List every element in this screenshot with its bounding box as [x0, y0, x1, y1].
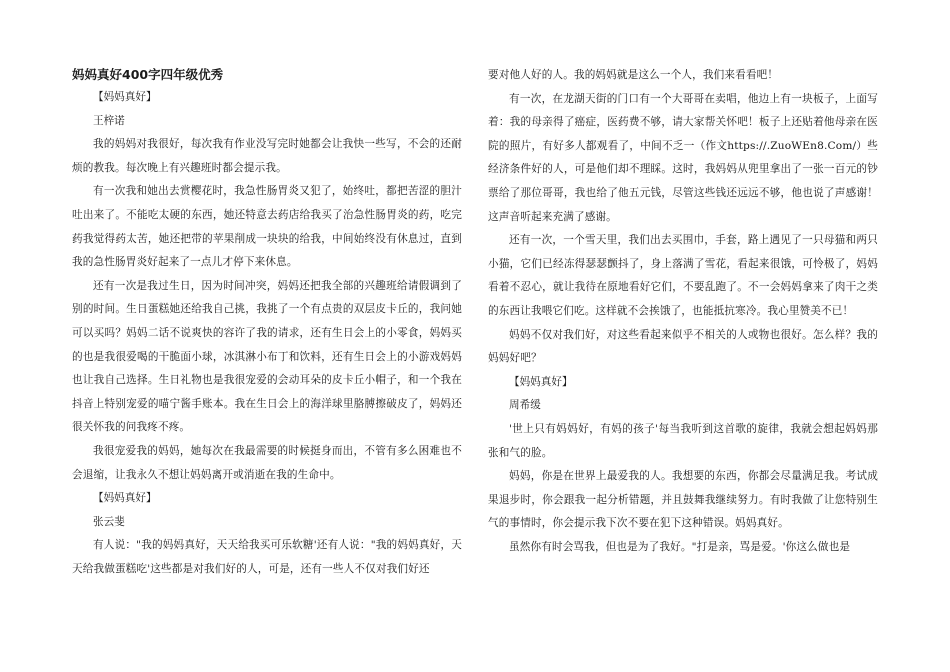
paragraph: 还有一次，一个雪天里，我们出去买围巾，手套，路上遇见了一只母猫和两只小猫，它们已经冻得瑟瑟颤抖了，身上落满了雪花，看起来很饿，可怜极了，妈妈看着不忍心，就让我待在原地看好它们，不要乱跑了。不一会妈妈拿来了肉干之类的东西让我喂它们吃。这样就不会挨饿了，也能抵抗寒冷。我心里赞美不已！ [488, 234, 878, 317]
right-column [488, 64, 878, 559]
paragraph: '世上只有妈妈好，有妈的孩子'每当我听到这首歌的旋律，我就会想起妈妈那张和气的脸。 [488, 422, 878, 459]
paragraph: 有一次我和她出去赏樱花时，我急性肠胃炎又犯了，始终吐，都把苦涩的胆汁吐出来了。不能吃太硬的东西，她还特意去药店给我买了治急性肠胃炎的药，吃完药我觉得药太苦，她还把带的苹果削成一块块的给我，中间始终没有休息过，直到我的急性肠胃炎好起来了一点儿才停下来休息。 [72, 185, 462, 269]
paragraph: 有人说："我的妈妈真好，天天给我买可乐软糖'还有人说："我的妈妈真好，天天给我做蛋糕吃'这些都是对我们好的人，可是，还有一些人不仅对我们好还 [72, 539, 462, 575]
section-heading: 周希缓 [509, 399, 541, 412]
paragraph: 妈妈不仅对我们好，对这些看起来似乎不相关的人或物也很好。怎么样？我的妈妈好吧？ [488, 328, 878, 365]
paragraph: 还有一次是我过生日，因为时间冲突，妈妈还把我全部的兴趣班给请假调到了别的时间。生日蛋糕她还给我自己挑，我挑了一个有点贵的双层皮卡丘的，我问她可以买吗？妈妈二话不说爽快的容许了我的请求，还有生日会上的小零食，妈妈买的也是我很爱喝的干脆面小球，冰淇淋小布丁和饮料，还有生日会上的小游戏妈妈也让我自己选择。生日礼物也是我很宠爱的会动耳朵的皮卡丘小帽子，和一个我在抖音上特别宠爱的喵宁酱手账本。我在生日会上的海洋球里胳膊擦破皮了，妈妈还很关怀我的问我疼不疼。 [72, 279, 462, 434]
paragraph: 我的妈妈对我很好，每次我有作业没写完时她都会让我快一些写，不会的还耐烦的教我。每次晚上有兴趣班时都会提示我。 [72, 138, 462, 174]
left-column-body [72, 86, 462, 581]
section-heading: 【妈妈真好】 [509, 375, 573, 388]
paragraph: 我很宠爱我的妈妈，她每次在我最需要的时候挺身而出，不管有多么困难也不会退缩，让我永久不想让妈妈离开或消逝在我的生命中。 [72, 444, 462, 481]
section-heading: 【妈妈真好】 [93, 91, 157, 103]
section-heading: 王梓诺 [93, 114, 125, 127]
section-heading: 张云斐 [93, 515, 125, 528]
paragraph: 要对他人好的人。我的妈妈就是这么一个人，我们来看看吧！ [488, 69, 779, 81]
right-column-body [488, 64, 878, 559]
paragraph: 妈妈，你是在世界上最爱我的人。我想要的东西，你都会尽量满足我。考试成果退步时，你会跟我一起分析错题，并且鼓舞我继续努力。有时我做了让您特别生气的事情时，你会提示我下次不要在犯下这种错误。妈妈真好。 [488, 470, 878, 530]
document-title: 妈妈真好400字四年级优秀 [72, 67, 224, 82]
paragraph: 有一次，在龙湖天街的门口有一个大哥哥在卖唱，他边上有一块板子，上面写着：我的母亲得了癌症，医药费不够，请大家帮关怀吧！板子上还贴着他母亲在医院的照片，有好多人都观看了，中间不乏一（作文https://.ZuoWEn8.Com/）些经济条件好的人，可是他们却不理睬。这时，我妈妈从兜里拿出了一张一百元的钞票给了那位哥哥，我也给了他五元钱，尽管这些钱还远远不够，他也说了声感谢！这声音听起来充满了感谢。 [488, 92, 878, 223]
section-heading: 【妈妈真好】 [93, 492, 157, 505]
paragraph: 虽然你有时会骂我，但也是为了我好。"打是亲，骂是爱。'你这么做也是 [509, 540, 851, 553]
left-column [72, 64, 462, 581]
